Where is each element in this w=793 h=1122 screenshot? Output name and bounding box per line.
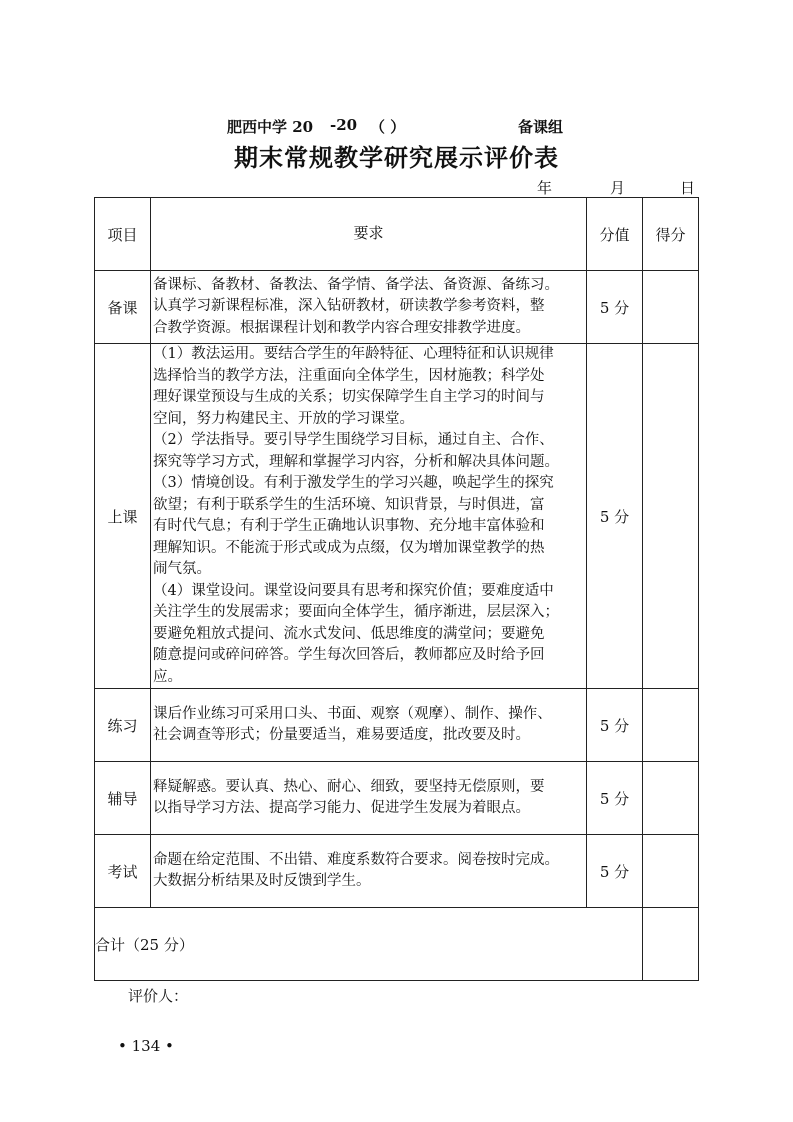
row-requirement <box>151 762 587 835</box>
requirement-line: 闹气氛。 <box>153 561 211 577</box>
requirement-line: 欲望；有利于联系学生的生活环境、知识背景，与时俱进，富 <box>153 496 545 513</box>
table-row <box>95 271 699 344</box>
requirement-line: 大数据分析结果及时反馈到学生。 <box>153 873 371 889</box>
requirement-line: 随意提问或碎问碎答。学生每次回答后，教师都应及时给予回 <box>153 647 545 663</box>
row-item: 上课 <box>95 344 151 689</box>
year-separator: -20 <box>330 116 358 134</box>
total-row <box>95 908 699 981</box>
date-year: 年 <box>537 179 553 197</box>
requirement-line: 合教学资源。根据课程计划和教学内容合理安排教学进度。 <box>153 319 530 336</box>
row-requirement <box>151 344 587 689</box>
row-earned-cell[interactable] <box>643 271 699 344</box>
requirement-line: 理解知识。不能流于形式或成为点缀，仅为增加课堂教学的热 <box>153 539 545 556</box>
requirement-line: 社会调查等形式；份量要适当，难易要适度，批改要及时。 <box>153 727 530 743</box>
requirement-line: 探究等学习方式，理解和掌握学习内容，分析和解决具体问题。 <box>153 453 559 470</box>
group-label: 备课组 <box>518 118 564 136</box>
requirement-line: 释疑解惑。要认真、热心、耐心、细致，要坚持无偿原则，要 <box>153 778 545 795</box>
total-label: 合计（25 分） <box>95 908 643 981</box>
row-score: 5 分 <box>587 762 643 835</box>
column-header-item: 项目 <box>95 198 151 271</box>
row-requirement <box>151 271 587 344</box>
row-item: 辅导 <box>95 762 151 835</box>
requirement-line: 选择恰当的教学方法，注重面向全体学生，因材施教；科学处 <box>153 367 545 384</box>
date-month: 月 <box>610 179 626 197</box>
page-title: 期末常规教学研究展示评价表 <box>234 143 559 172</box>
evaluator-label: 评价人： <box>128 987 189 1005</box>
school-name: 肥西中学 20 <box>227 118 314 136</box>
requirement-line: 理好课堂预设与生成的关系；切实保障学生自主学习的时间与 <box>153 389 545 405</box>
row-earned-cell[interactable] <box>643 762 699 835</box>
requirement-line: （1）教法运用。要结合学生的年龄特征、心理特征和认识规律 <box>153 346 554 362</box>
table-row <box>95 344 699 689</box>
evaluation-table <box>94 197 699 981</box>
row-earned-cell[interactable] <box>643 344 699 689</box>
column-header-requirement: 要求 <box>151 198 587 271</box>
row-item: 练习 <box>95 689 151 762</box>
column-header-score: 分值 <box>587 198 643 271</box>
requirement-line: 有时代气息；有利于学生正确地认识事物、充分地丰富体验和 <box>153 518 545 534</box>
row-score: 5 分 <box>587 689 643 762</box>
row-requirement <box>151 835 587 908</box>
requirement-line: 空间，努力构建民主、开放的学习课堂。 <box>153 410 414 427</box>
requirement-line: 关注学生的发展需求；要面向全体学生，循序渐进，层层深入； <box>153 604 559 620</box>
total-earned-cell[interactable] <box>643 908 699 981</box>
row-item: 备课 <box>95 271 151 344</box>
subject-paren: （ ） <box>370 118 406 136</box>
requirement-line: 备课标、备教材、备教法、备学情、备学法、备资源、备练习。 <box>153 276 559 293</box>
requirement-line: 课后作业练习可采用口头、书面、观察（观摩）、制作、操作、 <box>153 705 552 722</box>
row-score: 5 分 <box>587 835 643 908</box>
requirement-line: 以指导学习方法、提高学习能力、促进学生发展为着眼点。 <box>153 800 530 816</box>
table-row <box>95 689 699 762</box>
table-header-row <box>95 198 699 271</box>
page-number: • 134 • <box>118 1037 174 1055</box>
subtitle-line <box>0 116 793 136</box>
date-line <box>0 177 793 195</box>
row-requirement <box>151 689 587 762</box>
requirement-line: （3）情境创设。有利于激发学生的学习兴趣，唤起学生的探究 <box>153 475 554 491</box>
requirement-line: 认真学习新课程标准，深入钻研教材，研读教学参考资料，整 <box>153 298 545 315</box>
requirement-line: 应。 <box>153 668 182 685</box>
requirement-line: 要避免粗放式提问、流水式发问、低思维度的满堂问；要避免 <box>153 625 545 642</box>
date-day: 日 <box>680 179 696 197</box>
row-earned-cell[interactable] <box>643 835 699 908</box>
table-row <box>95 835 699 908</box>
requirement-line: 命题在给定范围、不出错、难度系数符合要求。阅卷按时完成。 <box>153 851 559 868</box>
row-item: 考试 <box>95 835 151 908</box>
column-header-earned: 得分 <box>643 198 699 271</box>
row-earned-cell[interactable] <box>643 689 699 762</box>
row-score: 5 分 <box>587 344 643 689</box>
requirement-line: （4）课堂设问。课堂设问要具有思考和探究价值；要难度适中 <box>153 582 554 599</box>
requirement-line: （2）学法指导。要引导学生围绕学习目标，通过自主、合作、 <box>153 432 554 448</box>
row-score: 5 分 <box>587 271 643 344</box>
table-row <box>95 762 699 835</box>
